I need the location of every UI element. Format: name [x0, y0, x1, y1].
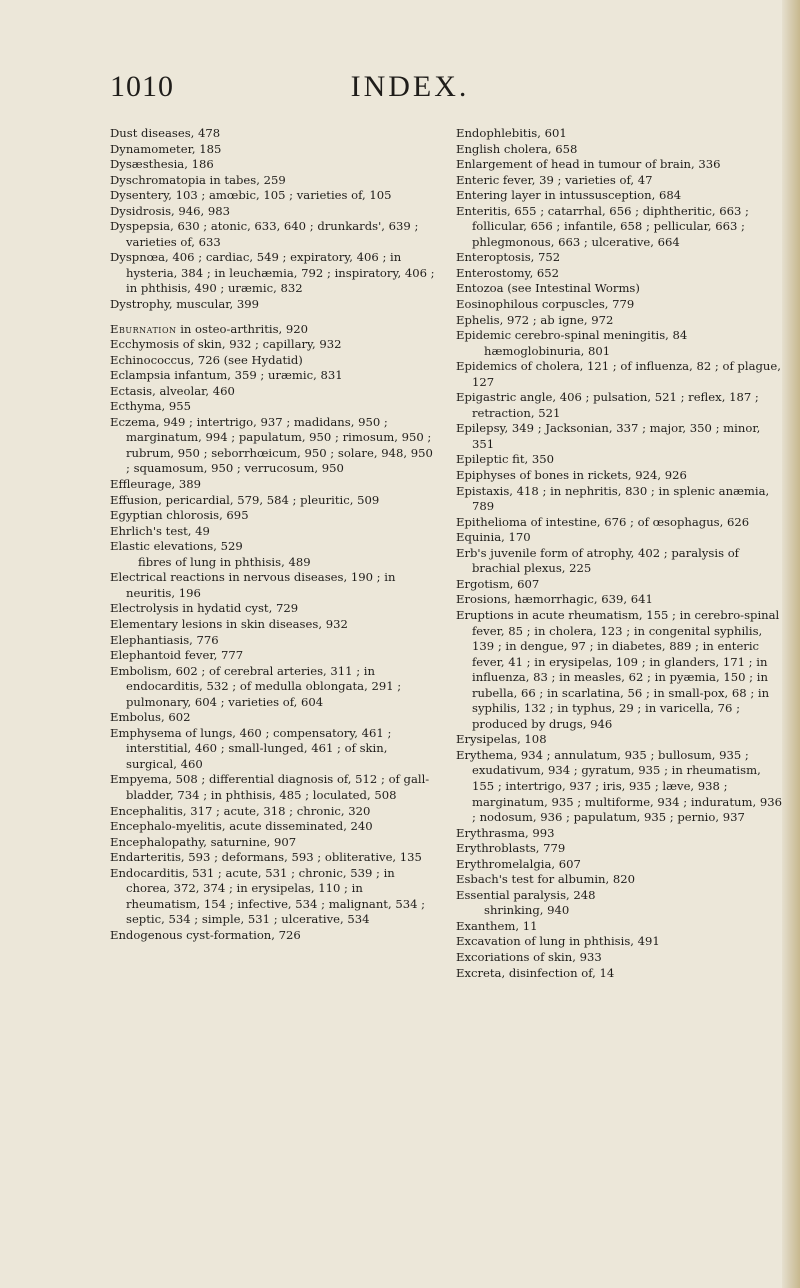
entry-text: Enteritis, 655 ; catarrhal, 656 ; diphtheritic, 663 ; follicular, 656 ; infantile, 658 ; pellicular, 663 ; phlegmonous, 663 ; ulcerative, 664 — [456, 203, 749, 249]
entry-text: Endogenous cyst-formation, 726 — [110, 927, 301, 942]
entry-text: Enterostomy, 652 — [456, 265, 560, 280]
entry-text: Erb's juvenile form of atrophy, 402 ; paralysis of brachial plexus, 225 — [456, 545, 739, 576]
entry-text: Elastic elevations, 529 — [110, 539, 243, 554]
index-entry — [456, 421, 782, 452]
entry-text: Exanthem, 11 — [456, 918, 538, 933]
entry-text: Elephantiasis, 776 — [110, 632, 219, 647]
entry-text: Dysidrosis, 946, 983 — [110, 203, 231, 218]
index-entry — [110, 368, 436, 384]
entry-text: Dynamometer, 185 — [110, 141, 222, 156]
entry-text: Epigastric angle, 406 ; pulsation, 521 ; reflex, 187 ; retraction, 521 — [456, 390, 759, 420]
entry-text: Dysæsthesia, 186 — [110, 157, 214, 172]
entry-text: Epileptic fit, 350 — [456, 452, 555, 467]
entry-text: Embolism, 602 ; of cerebral arteries, 311 ; in endocarditis, 532 ; of medulla oblongata, 291 ; pulmonary, 604 ; varieties of, 604 — [110, 663, 402, 709]
index-column-left — [110, 126, 436, 943]
index-entry — [110, 322, 436, 338]
entry-text: Erosions, hæmorrhagic, 639, 641 — [456, 592, 653, 607]
entry-text: Effusion, pericardial, 579, 584 ; pleuritic, 509 — [110, 492, 380, 507]
entry-text: Epilepsy, 349 ; Jacksonian, 337 ; major, 350 ; minor, 351 — [456, 421, 761, 451]
entry-text: Enteroptosis, 752 — [456, 250, 561, 265]
entry-text: Erythrasma, 993 — [456, 825, 555, 840]
entry-text: Ehrlich's test, 49 — [110, 523, 210, 538]
entry-text: shrinking, 940 — [484, 903, 570, 918]
entry-text: Dyspnœa, 406 ; cardiac, 549 ; expiratory, 406 ; in hysteria, 384 ; in leuchæmia, 792 ; inspiratory, 406 ; in phthisis, 490 ; uræmic, 832 — [110, 250, 435, 296]
index-entry — [110, 726, 436, 773]
entry-text: Epidemics of cholera, 121 ; of influenza, 82 ; of plague, 127 — [456, 359, 781, 389]
index-entry — [110, 142, 436, 158]
index-entry — [110, 353, 436, 369]
entry-text: Epithelioma of intestine, 676 ; of œsophagus, 626 — [456, 514, 750, 529]
index-entry — [110, 415, 436, 477]
entry-text: Dyspepsia, 630 ; atonic, 633, 640 ; drunkards', 639 ; varieties of, 633 — [110, 219, 419, 249]
entry-text: Erythema, 934 ; annulatum, 935 ; bullosum, 935 ; exudativum, 934 ; gyratum, 935 ; in rheumatism, 155 ; intertrigo, 937 ; iris, 935 ; læve, 938 ; marginatum, 935 ; multiforme, 934 ; induratum, 936 ; nodosum, 936 ; papulatum, 935 ; pernio, 937 — [456, 747, 782, 825]
index-entry — [456, 188, 782, 204]
index-entry — [110, 819, 436, 835]
index-entry — [110, 664, 436, 711]
index-entry — [456, 126, 782, 142]
index-entry — [110, 928, 436, 944]
index-entry — [456, 157, 782, 173]
index-subentry — [110, 555, 436, 571]
entry-text: English cholera, 658 — [456, 141, 578, 156]
entry-text: Excoriations of skin, 933 — [456, 949, 602, 964]
entry-text: Endophlebitis, 601 — [456, 126, 567, 140]
entry-text: Epidemic cerebro-spinal meningitis, 84 — [456, 328, 688, 343]
entry-text: Enteric fever, 39 ; varieties of, 47 — [456, 172, 653, 187]
entry-text: Ergotism, 607 — [456, 576, 540, 591]
entry-text: Elementary lesions in skin diseases, 932 — [110, 616, 348, 631]
entry-text: Erythroblasts, 779 — [456, 841, 566, 856]
index-entry — [456, 966, 782, 982]
index-entry — [456, 934, 782, 950]
index-entry — [110, 835, 436, 851]
entry-text: Dyschromatopia in tabes, 259 — [110, 172, 286, 187]
index-entry — [110, 477, 436, 493]
entry-text: Eclampsia infantum, 359 ; uræmic, 831 — [110, 368, 343, 383]
entry-text: Erysipelas, 108 — [456, 732, 547, 747]
entry-text: Ectasis, alveolar, 460 — [110, 383, 235, 398]
index-entry — [110, 633, 436, 649]
index-entry — [456, 919, 782, 935]
entry-text: Equinia, 170 — [456, 530, 531, 545]
index-entry — [456, 390, 782, 421]
index-entry — [456, 950, 782, 966]
entry-text: Effleurage, 389 — [110, 477, 201, 492]
entry-text: Ephelis, 972 ; ab igne, 972 — [456, 312, 614, 327]
index-entry — [110, 508, 436, 524]
entry-text: Electrical reactions in nervous diseases, 190 ; in neuritis, 196 — [110, 570, 396, 600]
entry-text: in osteo-arthritis, 920 — [176, 321, 309, 336]
entry-text: Echinococcus, 726 (see Hydatid) — [110, 352, 303, 367]
index-entry — [456, 281, 782, 297]
entry-text: Dystrophy, muscular, 399 — [110, 297, 260, 312]
entry-lead-word: Eburnation — [110, 321, 177, 336]
running-title: INDEX. — [350, 70, 470, 103]
entry-text: Encephalitis, 317 ; acute, 318 ; chronic, 320 — [110, 803, 371, 818]
entry-text: Empyema, 508 ; differential diagnosis of, 512 ; of gall-bladder, 734 ; in phthisis, 485 ; loculated, 508 — [110, 772, 430, 802]
entry-text: Embolus, 602 — [110, 710, 191, 725]
index-entry — [110, 173, 436, 189]
entry-text: Enlargement of head in tumour of brain, 336 — [456, 157, 721, 172]
entry-text: hæmoglobinuria, 801 — [484, 343, 611, 358]
index-entry — [110, 524, 436, 540]
index-entry — [456, 546, 782, 577]
index-entry — [456, 888, 782, 904]
index-entry — [456, 857, 782, 873]
index-entry — [456, 592, 782, 608]
page-edge — [782, 0, 800, 1288]
entry-text: Endocarditis, 531 ; acute, 531 ; chronic, 539 ; in chorea, 372, 374 ; in erysipelas, 110 ; in rheumatism, 154 ; infective, 534 ; malignant, 534 ; septic, 534 ; simple, 531 ; ulcerative, 534 — [110, 865, 426, 927]
entry-text: Eosinophilous corpuscles, 779 — [456, 297, 635, 312]
entry-text: Encephalo-myelitis, acute disseminated, 240 — [110, 819, 373, 834]
index-entry — [456, 484, 782, 515]
entry-text: Epistaxis, 418 ; in nephritis, 830 ; in splenic anæmia, 789 — [456, 483, 770, 514]
entry-text: Entozoa (see Intestinal Worms) — [456, 281, 640, 296]
entry-text: Epiphyses of bones in rickets, 924, 926 — [456, 468, 687, 483]
index-entry — [110, 157, 436, 173]
entry-text: Excreta, disinfection of, 14 — [456, 965, 615, 980]
index-entry — [110, 570, 436, 601]
index-entry — [456, 297, 782, 313]
index-entry — [456, 826, 782, 842]
index-entry — [456, 515, 782, 531]
index-entry — [456, 872, 782, 888]
index-entry — [456, 748, 782, 826]
index-entry — [456, 732, 782, 748]
index-entry — [456, 530, 782, 546]
entry-text: Endarteritis, 593 ; deformans, 593 ; obliterative, 135 — [110, 850, 422, 865]
index-entry — [456, 313, 782, 329]
index-entry — [110, 866, 436, 928]
index-entry — [110, 850, 436, 866]
index-entry — [456, 608, 782, 732]
index-subentry — [456, 903, 782, 919]
index-entry — [110, 250, 436, 297]
index-entry — [456, 452, 782, 468]
index-entry — [456, 577, 782, 593]
entry-text: Esbach's test for albumin, 820 — [456, 872, 636, 887]
index-entry — [110, 297, 436, 313]
entry-text: Ecthyma, 955 — [110, 399, 192, 414]
index-entry — [110, 204, 436, 220]
entry-text: Egyptian chlorosis, 695 — [110, 508, 249, 523]
index-entry — [110, 539, 436, 555]
index-entry — [110, 772, 436, 803]
index-entry — [456, 173, 782, 189]
entry-text: Dysentery, 103 ; amœbic, 105 ; varieties of, 105 — [110, 188, 392, 203]
index-entry — [456, 328, 782, 344]
index-entry — [110, 399, 436, 415]
index-entry — [456, 841, 782, 857]
index-entry — [110, 617, 436, 633]
index-entry — [110, 188, 436, 204]
entry-text: Excavation of lung in phthisis, 491 — [456, 934, 660, 949]
entry-text: Erythromelalgia, 607 — [456, 856, 581, 871]
index-entry — [110, 804, 436, 820]
index-entry — [456, 359, 782, 390]
page-number: 1010 — [110, 70, 174, 103]
entry-text: Ecchymosis of skin, 932 ; capillary, 932 — [110, 337, 342, 352]
index-entry — [456, 468, 782, 484]
index-entry — [456, 142, 782, 158]
index-entry — [456, 204, 782, 251]
entry-text: Dust diseases, 478 — [110, 126, 221, 140]
index-entry — [110, 384, 436, 400]
entry-text: Eruptions in acute rheumatism, 155 ; in cerebro-spinal fever, 85 ; in cholera, 123 ; in congenital syphilis, 139 ; in dengue, 97 ; in diabetes, 889 ; in enteric fever, 41 ; in erysipelas, 109 ; in glanders, 171 ; in influenza, 83 ; in measles, 62 ; in pyæmia, 150 ; in rubella, 66 ; in scarlatina, 56 ; in small-pox, 68 ; in syphilis, 132 ; in typhus, 29 ; in varicella, 76 ; produced by drugs, 946 — [456, 607, 780, 731]
entry-text: Encephalopathy, saturnine, 907 — [110, 834, 297, 849]
index-entry — [456, 250, 782, 266]
index-entry — [456, 266, 782, 282]
entry-text: Elephantoid fever, 777 — [110, 648, 244, 663]
index-subentry — [456, 344, 782, 360]
index-entry — [110, 493, 436, 509]
index-entry — [110, 648, 436, 664]
index-entry — [110, 219, 436, 250]
entry-text: Eczema, 949 ; intertrigo, 937 ; madidans, 950 ; marginatum, 994 ; papulatum, 950 ; rimosum, 950 ; rubrum, 950 ; seborrhœicum, 950 ; solare, 948, 950 ; squamosum, 950 ; verrucosum, 950 — [110, 414, 433, 476]
entry-text: Emphysema of lungs, 460 ; compensatory, 461 ; interstitial, 460 ; small-lunged, 461 ; of skin, surgical, 460 — [110, 725, 392, 771]
index-entry — [110, 337, 436, 353]
entry-text: Electrolysis in hydatid cyst, 729 — [110, 601, 299, 616]
index-entry — [110, 126, 436, 142]
index-entry — [110, 710, 436, 726]
entry-text: fibres of lung in phthisis, 489 — [138, 554, 311, 569]
entry-text: Entering layer in intussusception, 684 — [456, 188, 682, 203]
index-entry — [110, 601, 436, 617]
page-header — [110, 70, 710, 110]
entry-text: Essential paralysis, 248 — [456, 887, 596, 902]
index-column-right — [456, 126, 782, 981]
